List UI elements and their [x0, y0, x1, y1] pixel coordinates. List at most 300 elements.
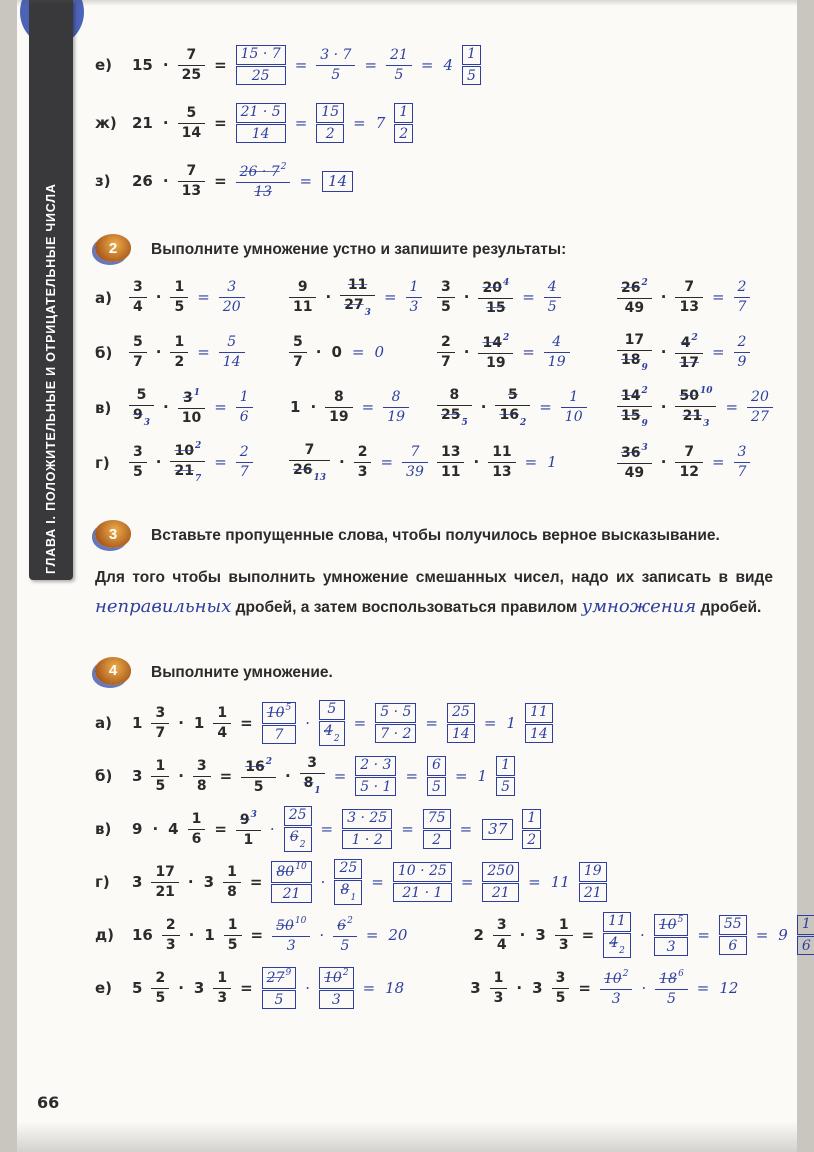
denominator: [734, 298, 751, 316]
number-value: 7: [293, 354, 303, 371]
math-number: [559, 937, 569, 953]
math-number: [334, 767, 347, 785]
fraction: [188, 811, 206, 848]
math-text: [163, 400, 169, 415]
denominator: [334, 880, 362, 905]
fraction: [236, 103, 286, 144]
denominator: [178, 66, 205, 84]
number-value: 50: [276, 917, 294, 934]
numerator: [334, 859, 362, 879]
denominator: [219, 353, 245, 371]
math-expression: [127, 700, 557, 746]
math-text: [528, 872, 541, 891]
denominator: [223, 883, 241, 901]
numerator: [561, 389, 587, 408]
math-number: [340, 882, 357, 904]
math-number: [240, 409, 249, 425]
number-value: 10: [324, 969, 342, 986]
number-value: =: [539, 398, 552, 417]
number-value: 17: [155, 863, 175, 880]
numerator: [262, 967, 297, 989]
number-value: 3: [496, 916, 507, 933]
number-value: 5: [467, 67, 476, 84]
math-number: [470, 979, 480, 997]
math-number: [569, 389, 578, 405]
number-value: 21: [282, 885, 301, 902]
numerator: [437, 334, 455, 353]
cancel-mark: 2: [333, 734, 340, 745]
math-text: [214, 55, 227, 74]
number-value: 2: [737, 279, 747, 296]
fraction: [271, 861, 311, 904]
number-value: =: [528, 872, 541, 891]
math-text: [193, 978, 205, 997]
cancel-mark: 1: [350, 893, 357, 904]
task-2-title: Выполните умножение устно и запишите результаты:: [151, 241, 567, 258]
warmup-problem-row: [95, 152, 773, 210]
row-label: е): [95, 979, 113, 998]
math-text: [299, 171, 313, 190]
cancel-mark: 2: [265, 756, 272, 767]
fraction: [178, 47, 205, 84]
number-value: =: [214, 55, 227, 74]
numerator: [437, 279, 455, 298]
math-number: [506, 714, 516, 732]
numerator: [655, 969, 688, 990]
denominator: [495, 406, 530, 429]
task-2-row: [95, 325, 773, 380]
number-value: 3: [132, 766, 143, 785]
denominator: [493, 936, 511, 954]
math-number: [679, 385, 713, 404]
number-value: =: [380, 453, 394, 472]
number-value: 25: [441, 406, 461, 423]
number-value: =: [240, 713, 253, 732]
number-value: 3 · 7: [320, 46, 352, 63]
math-number: [681, 335, 698, 351]
numerator: [406, 279, 423, 298]
numerator: [482, 862, 519, 882]
number-value: =: [294, 113, 308, 132]
number-value: 20: [222, 299, 241, 316]
math-text: [132, 819, 143, 838]
fraction: [325, 389, 352, 426]
cancel-mark: 2: [342, 967, 349, 978]
number-value: 14: [328, 171, 348, 190]
number-value: 13: [254, 183, 272, 200]
number-value: 21: [583, 884, 602, 901]
denominator: [316, 124, 344, 144]
fraction: [170, 441, 205, 485]
math-text: [214, 819, 227, 838]
number-value: 3: [611, 990, 621, 1007]
math-number: [240, 979, 253, 997]
math-number: [174, 334, 184, 350]
task-2-cell: [613, 386, 777, 430]
number-value: 1: [569, 389, 579, 406]
numerator: [188, 811, 206, 830]
number-value: =: [353, 713, 367, 732]
math-number: [461, 873, 474, 891]
math-text: [477, 766, 488, 785]
numerator: [447, 703, 475, 723]
math-number: [217, 990, 227, 1006]
math-number: [364, 56, 377, 74]
number-value: ·: [660, 398, 667, 417]
number-value: 3: [558, 936, 569, 953]
math-number: [360, 757, 391, 773]
number-value: 3: [182, 390, 193, 407]
number-value: 1: [227, 863, 237, 880]
math-number: [194, 714, 204, 732]
number-value: 0: [374, 343, 385, 362]
math-number: [556, 970, 566, 986]
fraction: [437, 334, 455, 371]
math-text: [240, 978, 253, 997]
math-number: [684, 279, 694, 295]
math-number: [155, 864, 174, 880]
denominator: [490, 989, 508, 1007]
math-expression: [125, 441, 257, 485]
number-value: 1: [477, 766, 488, 785]
denominator: [129, 298, 147, 316]
math-number: [712, 288, 725, 306]
math-text: [197, 345, 210, 360]
task-2-cell: [125, 334, 285, 371]
math-number: [204, 873, 214, 891]
math-text: [152, 819, 159, 838]
numerator: [600, 969, 633, 990]
math-number: [132, 979, 142, 997]
number-value: ·: [178, 978, 184, 997]
cancel-mark: 9: [285, 967, 292, 978]
math-number: [380, 704, 411, 720]
number-value: 3: [227, 279, 237, 296]
numerator: [394, 103, 413, 123]
denominator: [437, 463, 464, 481]
math-number: [388, 926, 407, 944]
number-value: 1: [801, 915, 811, 932]
denominator: [437, 406, 472, 429]
math-number: [289, 807, 307, 823]
math-number: [738, 279, 747, 295]
number-value: 1: [501, 756, 510, 773]
math-text: [362, 400, 375, 415]
fraction: [617, 386, 652, 430]
number-value: ·: [660, 288, 667, 307]
math-text: [712, 345, 725, 360]
math-number: [132, 114, 153, 132]
number-value: 2: [473, 925, 484, 944]
math-expression: [127, 103, 417, 144]
denominator: [129, 353, 147, 371]
math-text: [132, 766, 143, 785]
number-value: 4: [324, 723, 333, 740]
number-value: 4: [217, 724, 228, 741]
math-number: [182, 183, 201, 199]
math-text: [162, 171, 169, 190]
cancel-mark: 10: [295, 861, 307, 872]
number-value: 1: [132, 713, 143, 732]
number-value: 3: [409, 299, 419, 316]
denominator: [316, 66, 355, 84]
number-value: 19: [583, 862, 602, 879]
number-value: ·: [463, 288, 470, 307]
cancel-mark: 2: [691, 333, 698, 344]
math-number: [484, 714, 497, 732]
math-text: [290, 400, 300, 415]
number-value: =: [250, 925, 264, 944]
math-number: [132, 767, 142, 785]
number-value: 1: [204, 925, 215, 944]
math-number: [331, 343, 341, 361]
math-number: [358, 464, 368, 480]
number-value: =: [333, 766, 347, 785]
number-value: 3: [532, 978, 543, 997]
math-number: [532, 979, 542, 997]
fraction: [236, 389, 253, 426]
item-label: ж): [95, 114, 117, 132]
number-value: =: [294, 55, 308, 74]
number-value: 1: [467, 45, 476, 62]
math-number: [464, 343, 470, 361]
math-text: [269, 819, 275, 838]
number-value: 20: [482, 280, 502, 297]
fraction: [437, 279, 455, 316]
math-text: [162, 55, 169, 74]
denominator: [188, 830, 206, 848]
numerator: [333, 916, 357, 937]
number-value: ·: [178, 713, 184, 732]
denominator: [406, 298, 423, 316]
task-3-paragraph: [95, 564, 773, 623]
math-number: [528, 873, 541, 891]
number-value: =: [711, 453, 725, 472]
math-number: [399, 126, 408, 142]
numerator: [675, 333, 702, 354]
numerator: [236, 389, 253, 408]
math-number: [155, 884, 174, 900]
number-value: =: [214, 171, 227, 190]
math-text: [639, 925, 645, 944]
number-value: 1: [239, 389, 249, 406]
denominator: [271, 884, 311, 904]
math-expression: [127, 806, 545, 852]
math-text: [581, 925, 595, 944]
numerator: [797, 915, 814, 935]
number-value: 5: [155, 989, 166, 1006]
math-number: [189, 926, 195, 944]
math-text: [168, 819, 179, 838]
fraction: [151, 758, 169, 795]
task-4-row: [95, 856, 773, 909]
math-number: [802, 938, 811, 954]
number-value: 75: [427, 809, 446, 826]
task-4-row: [95, 803, 773, 856]
number-value: 2: [174, 354, 185, 371]
math-number: [751, 389, 769, 405]
math-number: [625, 465, 644, 481]
number-value: 3: [535, 925, 546, 944]
number-value: 19: [387, 409, 406, 426]
number-value: ·: [463, 343, 470, 362]
number-value: 3: [133, 279, 143, 296]
math-text: [132, 113, 153, 132]
number-value: 27: [266, 969, 285, 986]
denominator: [603, 933, 631, 958]
math-number: [362, 398, 375, 416]
number-value: 25: [288, 807, 307, 824]
number-value: 19: [486, 355, 506, 372]
math-number: [197, 778, 207, 794]
denominator: [747, 408, 773, 426]
number-value: 15: [132, 55, 153, 74]
number-value: 7: [441, 354, 451, 371]
number-value: 21 · 5: [240, 103, 281, 120]
number-value: ·: [519, 925, 526, 944]
math-number: [324, 723, 340, 745]
fraction: [333, 916, 357, 955]
math-number: [228, 917, 238, 933]
math-text: [132, 925, 153, 944]
math-number: [266, 702, 292, 721]
number-value: 10 · 25: [397, 862, 447, 879]
math-text: [385, 978, 405, 997]
math-number: [197, 758, 207, 774]
denominator: [719, 936, 747, 956]
fraction: [129, 334, 147, 371]
fraction: [552, 970, 570, 1007]
number-value: 26: [132, 171, 153, 190]
math-number: [156, 453, 162, 471]
number-value: 11: [293, 299, 313, 316]
cancel-mark: 5: [285, 702, 292, 713]
math-number: [406, 464, 424, 480]
math-number: [133, 354, 143, 370]
math-number: [227, 864, 237, 880]
item-label: з): [95, 172, 111, 190]
math-number: [640, 926, 645, 944]
denominator: [170, 462, 205, 485]
math-number: [778, 926, 788, 944]
math-number: [421, 56, 434, 74]
task-2-cell: [125, 279, 285, 316]
task-2-cell: [285, 334, 433, 371]
number-value: 3: [203, 872, 215, 891]
math-number: [163, 114, 169, 132]
fraction: [495, 387, 530, 429]
denominator: [427, 777, 446, 797]
number-value: ·: [178, 766, 184, 785]
fraction: [617, 443, 652, 482]
numerator: [236, 45, 286, 65]
math-number: [584, 863, 602, 879]
number-value: 7: [410, 444, 420, 461]
math-number: [432, 832, 441, 848]
row-label: д): [95, 926, 114, 945]
math-text: [353, 113, 366, 132]
number-value: 5: [253, 778, 264, 795]
numerator: [236, 162, 291, 183]
number-value: 8: [449, 386, 460, 403]
math-number: [679, 355, 698, 371]
number-value: 6: [337, 917, 347, 934]
denominator: [579, 883, 607, 903]
math-number: [132, 820, 142, 838]
denominator: [675, 407, 716, 430]
denominator: [262, 725, 297, 745]
math-text: [178, 713, 184, 732]
math-number: [347, 810, 387, 826]
denominator: [437, 298, 455, 316]
numerator: [393, 862, 452, 882]
math-number: [661, 343, 667, 361]
fraction: [241, 757, 276, 796]
number-value: 4: [133, 299, 143, 316]
math-number: [324, 967, 349, 986]
fraction: [490, 970, 508, 1007]
denominator: [289, 298, 316, 316]
math-text: [240, 713, 253, 732]
numerator: [617, 443, 652, 464]
number-value: =: [581, 925, 595, 944]
number-value: ·: [155, 288, 162, 307]
math-text: [388, 925, 408, 944]
number-value: 21: [155, 883, 175, 900]
denominator: [289, 461, 330, 484]
math-expression: [613, 278, 754, 317]
number-value: 14: [251, 125, 270, 142]
number-value: 50: [679, 387, 699, 404]
numerator: [162, 917, 180, 936]
numerator: [402, 444, 428, 463]
number-value: =: [405, 766, 419, 785]
math-text: [539, 400, 552, 415]
number-value: 14: [222, 354, 241, 371]
math-number: [156, 288, 162, 306]
number-value: 10: [564, 409, 583, 426]
math-number: [556, 990, 566, 1006]
numerator: [427, 756, 446, 776]
denominator: [224, 936, 242, 954]
number-value: 4: [609, 935, 619, 952]
math-text: [188, 925, 195, 944]
fraction: [129, 279, 147, 316]
number-value: =: [214, 398, 227, 417]
math-number: [385, 979, 404, 997]
fraction: [437, 387, 472, 429]
math-number: [738, 299, 747, 315]
number-value: 1: [558, 916, 569, 933]
math-number: [492, 885, 510, 901]
math-text: [532, 978, 543, 997]
numerator: [496, 756, 515, 776]
math-number: [352, 343, 365, 361]
math-number: [559, 917, 569, 933]
number-value: 7: [155, 724, 166, 741]
number-value: 2: [165, 916, 176, 933]
number-value: 3: [470, 978, 481, 997]
cancel-mark: 2: [194, 440, 202, 451]
math-number: [155, 705, 165, 721]
numerator: [325, 389, 352, 408]
numerator: [178, 388, 205, 409]
number-value: 8: [391, 389, 401, 406]
math-text: [778, 925, 788, 944]
number-value: 18: [621, 351, 641, 368]
math-number: [214, 114, 227, 132]
task-2-grid: [95, 270, 773, 490]
